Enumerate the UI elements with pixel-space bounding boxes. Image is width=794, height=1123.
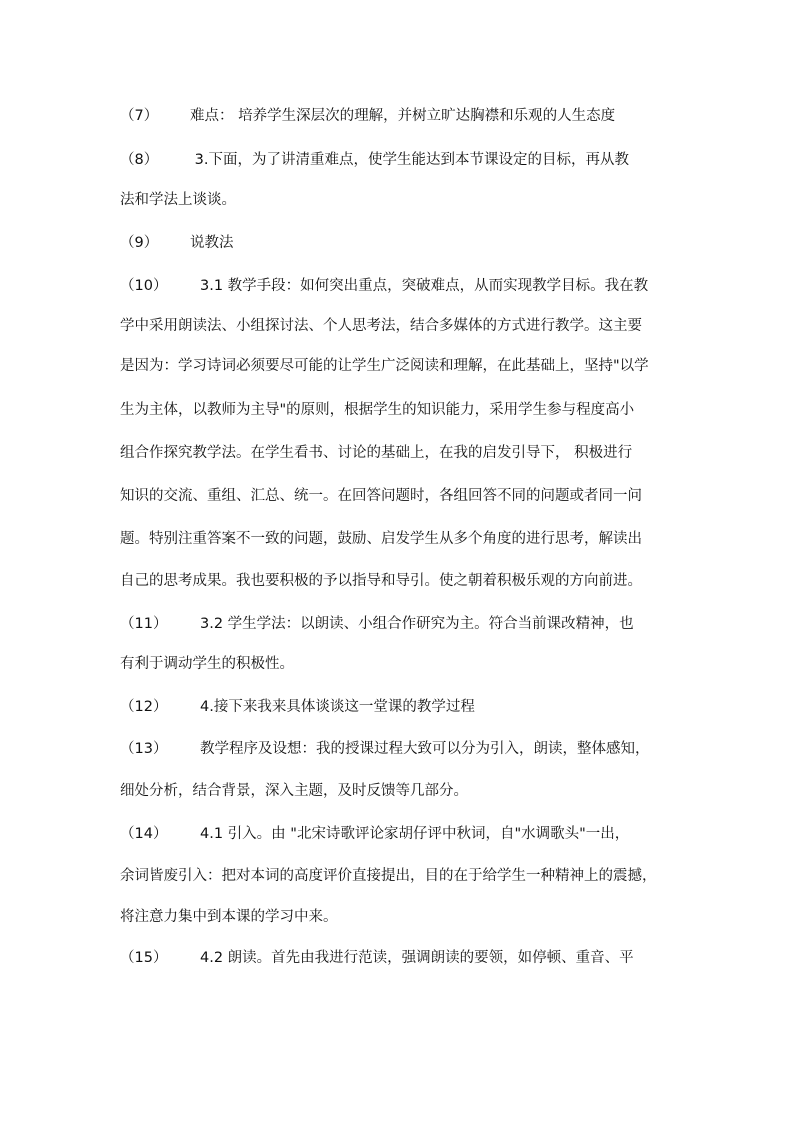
paragraph-text: 3.1 教学手段：如何突出重点，突破难点，从而实现教学目标。我在教: [200, 278, 649, 294]
paragraph-text: 自己的思考成果。我也要积极的予以指导和导引。使之朝着积极乐观的方向前进。: [120, 573, 642, 589]
paragraph-10-line-4: [120, 400, 634, 420]
paragraph-10-line-8: [120, 571, 642, 591]
paragraph-number: （10）: [120, 278, 168, 294]
paragraph-text: 题。特别注重答案不一致的问题，鼓励、启发学生从多个角度的进行思考，解读出: [120, 531, 642, 547]
paragraph-number: （8）: [120, 152, 159, 168]
paragraph-15-line-1: [120, 948, 634, 968]
paragraph-9-line-1: [120, 233, 234, 253]
paragraph-number: （7）: [120, 108, 159, 124]
paragraph-8-line-1: [120, 150, 629, 170]
paragraph-11-line-2: [120, 654, 294, 674]
paragraph-text: 学中采用朗读法、小组探讨法、个人思考法，结合多媒体的方式进行教学。这主要: [120, 318, 642, 334]
paragraph-text: 4.2 朗读。首先由我进行范读，强调朗读的要领，如停顿、重音、平: [200, 950, 634, 966]
paragraph-text: 3.2 学生学法：以朗读、小组合作研究为主。符合当前课改精神，也: [200, 616, 634, 632]
paragraph-7-line-1: [120, 106, 615, 126]
paragraph-number: （14）: [120, 826, 168, 842]
paragraph-text: 知识的交流、重组、汇总、统一。在回答问题时，各组回答不同的问题或者同一问: [120, 488, 642, 504]
paragraph-text: 组合作探究教学法。在学生看书、讨论的基础上，在我的启发引导下， 积极进行: [120, 445, 633, 461]
paragraph-13-line-2: [120, 781, 468, 801]
paragraph-number: （9）: [120, 235, 159, 251]
paragraph-text: 细处分析，结合背景，深入主题，及时反馈等几部分。: [120, 783, 468, 799]
paragraph-13-line-1: [120, 739, 650, 759]
paragraph-10-line-3: [120, 356, 649, 376]
paragraph-text: 将注意力集中到本课的学习中来。: [120, 909, 338, 925]
paragraph-10-line-7: [120, 529, 642, 549]
paragraph-text: 法和学法上谈谈。: [120, 192, 236, 208]
paragraph-text: 教学程序及设想：我的授课过程大致可以分为引入，朗读，整体感知，: [200, 741, 650, 757]
paragraph-text: 4.1 引入。由 "北宋诗歌评论家胡仔评中秋词，自"水调歌头"一出，: [200, 826, 630, 842]
paragraph-number: （13）: [120, 741, 168, 757]
paragraph-text: 3.下面，为了讲清重难点，使学生能达到本节课设定的目标，再从教: [190, 152, 629, 168]
paragraph-number: （15）: [120, 950, 168, 966]
paragraph-text: 生为主体，以教师为主导"的原则，根据学生的知识能力，采用学生参与程度高小: [120, 402, 635, 418]
paragraph-12-line-1: [120, 697, 475, 717]
paragraph-10-line-6: [120, 486, 642, 506]
paragraph-text: 有利于调动学生的积极性。: [120, 656, 294, 672]
paragraph-text: 难点： 培养学生深层次的理解，并树立旷达胸襟和乐观的人生态度: [190, 108, 616, 124]
paragraph-8-line-2: [120, 190, 236, 210]
paragraph-14-line-2: [120, 866, 657, 886]
paragraph-text: 说教法: [190, 235, 234, 251]
paragraph-10-line-1: [120, 276, 648, 296]
paragraph-10-line-2: [120, 316, 642, 336]
paragraph-number: （11）: [120, 616, 168, 632]
paragraph-text: 是因为：学习诗词必须要尽可能的让学生广泛阅读和理解，在此基础上，坚持"以学: [120, 358, 649, 374]
paragraph-14-line-1: [120, 824, 629, 844]
paragraph-11-line-1: [120, 614, 634, 634]
paragraph-text: 余词皆废引入：把对本词的高度评价直接提出，目的在于给学生一种精神上的震撼，: [120, 868, 657, 884]
paragraph-10-line-5: [120, 443, 632, 463]
paragraph-text: 4.接下来我来具体谈谈这一堂课的教学过程: [200, 699, 475, 715]
paragraph-14-line-3: [120, 907, 338, 927]
paragraph-number: （12）: [120, 699, 168, 715]
